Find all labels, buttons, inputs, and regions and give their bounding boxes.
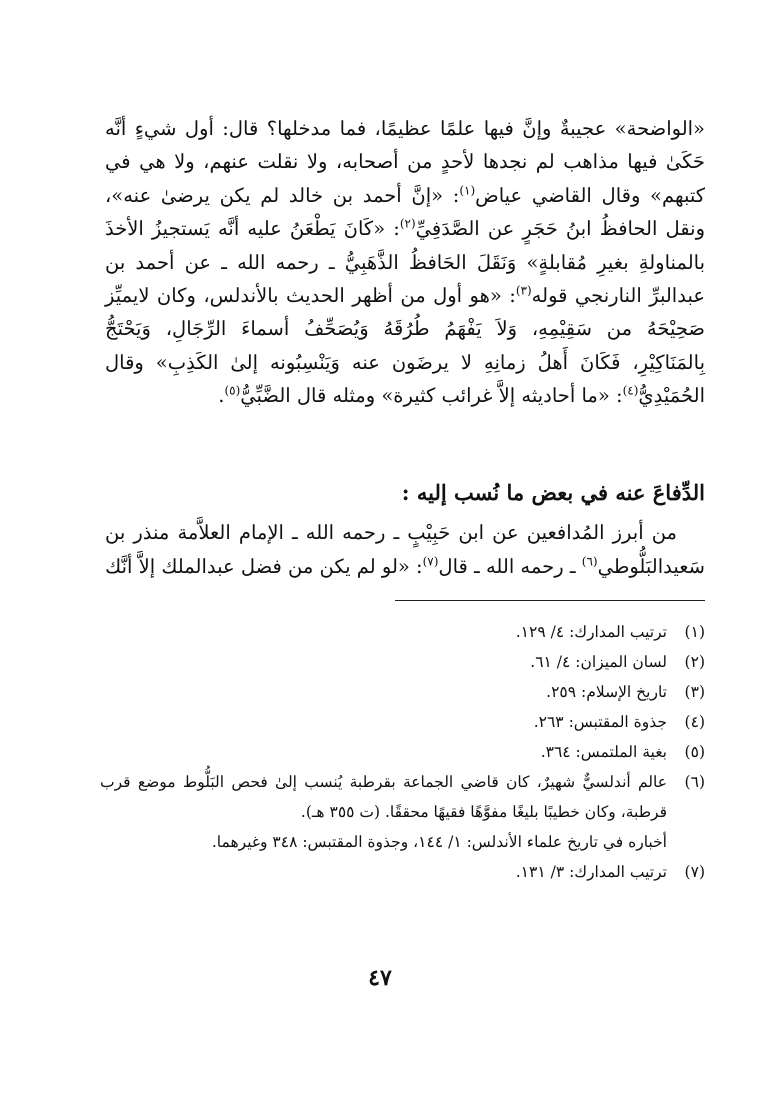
footnote-text: تاريخ الإسلام: ٢٥٩. — [546, 683, 667, 701]
footnote-number: (٢) — [684, 653, 705, 671]
footnote-number: (٣) — [684, 683, 705, 701]
text-run: : «كَانَ يَطْعَنُ عليه أنَّه يَستجيزُ الأخذَ بالمناولةِ بغيرِ مُقابلةٍ» وَنَقَلَ الحَافظُ الذَّهَبِيُّ ـ رحمه الله ـ عن أحمد بن عبدالبرِّ النارنجي قوله — [105, 217, 705, 308]
text-run: : «ما أحاديثه إلاَّ غرائب كثيرة» ومثله قال الضَّبِّيُّ — [240, 384, 623, 408]
paragraph-text — [105, 516, 705, 584]
footnote-marker: (٧) — [422, 554, 439, 569]
footnote-text: ترتيب المدارك: ٣/ ١٣١. — [515, 863, 667, 881]
footnote-marker: (٥) — [224, 383, 241, 398]
footnote-text: لسان الميزان: ٤/ ٦١. — [530, 653, 667, 671]
page-number: ٤٧ — [368, 965, 392, 991]
text-run: : «إنَّ أحمد بن خالد لم يكن يرضىٰ عنه»، ونقل الحافظُ ابنُ حَجَرٍ عن الصَّدَفِيِّ — [105, 183, 705, 241]
footnote-separator — [395, 600, 705, 601]
footnote-text: بغية الملتمس: ٣٦٤. — [540, 743, 667, 761]
text-run: «الواضحة» عجيبةٌ وإنَّ فيها علمًا عظيمًا، فما مدخلها؟ قال: أول شيءٍ أنَّه حَكَىٰ فيها مذاهب لم نجدها لأحدٍ من أصحابه، ولا نقلت عنهم، ولا هي في كتبهم» وقال القاضي عياض — [105, 117, 706, 207]
footnote-3 — [100, 677, 705, 707]
footnote-marker: (٤) — [622, 383, 639, 398]
text-run: : «لو لم يكن من فضل عبدالملك إلاَّ أنَّك — [105, 555, 423, 578]
footnote-marker: (٣) — [515, 283, 532, 298]
text-run: ـ رحمه الله ـ قال — [438, 555, 582, 578]
footnote-number: (٤) — [684, 713, 705, 731]
text-run: . — [218, 384, 225, 408]
footnote-1 — [100, 617, 705, 647]
footnote-6-continuation: أخباره في تاريخ علماء الأندلس: ١/ ١٤٤، وجذوة المقتبس: ٣٤٨ وغيرهما. — [211, 833, 667, 851]
paragraph-text — [105, 112, 705, 413]
second-paragraph — [105, 516, 705, 584]
footnote-number: (١) — [684, 623, 705, 641]
footnote-marker: (١) — [459, 183, 476, 198]
footnote-4 — [100, 707, 705, 737]
footnote-text: جذوة المقتبس: ٢٦٣. — [533, 713, 667, 731]
footnote-7 — [100, 857, 705, 887]
text-run: من أبرز المُدافعين عن ابن حَبِيْبٍ ـ رحمه الله ـ الإمام العلاَّمة منذر بن سَعيدالبَلُّوطي — [105, 521, 705, 578]
footnote-5 — [100, 737, 705, 767]
footnote-6 — [100, 767, 705, 827]
text-run: : «هو أول من أظهر الحديث بالأندلس، وكان لايميِّز صَحِيْحَهُ من سَقِيْمِهِ، وَلاَ يَفْهَمُ طُرُقَهُ وَيُصَحِّفُ أسماءَ الرِّجَالِ، وَيَحْتَجُّ بِالمَنَاكِيْرِ، فَكَانَ أَهلُ زمانِهِ لا يرضَون عنه وَيَنْسِبُونه إلىٰ الكَذِبِ» وقال الحُمَيْدِيُّ — [105, 284, 705, 408]
footnote-number: (٦) — [684, 773, 705, 791]
footnote-number: (٥) — [684, 743, 705, 761]
footnote-2 — [100, 647, 705, 677]
footnote-text: عالم أندلسيٌّ شهيرٌ، كان قاضي الجماعة بقرطبة يُنسب إلىٰ فحص البَلُّوط موضع قرب قرطبة، وكان خطيبًا بليغًا مفوَّهًا فقيهًا محققًا. (ت ٣٥٥ هـ). — [100, 773, 667, 821]
footnotes — [100, 617, 705, 887]
footnote-marker: (٦) — [581, 554, 598, 569]
section-heading: الدِّفاعَ عنه في بعض ما نُسب إليه : — [401, 480, 705, 505]
footnote-number: (٧) — [684, 863, 705, 881]
main-paragraph — [105, 112, 705, 413]
footnote-text: ترتيب المدارك: ٤/ ١٢٩. — [515, 623, 667, 641]
footnote-marker: (٢) — [399, 216, 416, 231]
